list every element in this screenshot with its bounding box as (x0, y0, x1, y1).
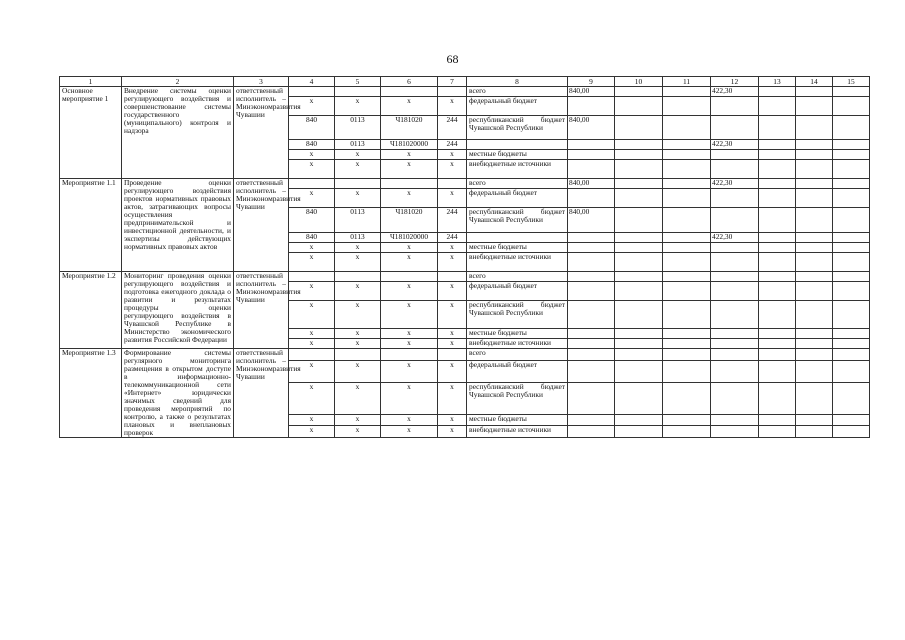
vr-code: 244 (438, 208, 467, 233)
csr-code: x (381, 189, 438, 208)
amount-cell (711, 208, 759, 233)
vr-code: x (438, 253, 467, 272)
amount-cell (796, 339, 833, 349)
amount-cell (615, 189, 663, 208)
funding-source: внебюджетные источники (467, 160, 568, 179)
grbs-code: x (289, 160, 335, 179)
amount-cell (615, 349, 663, 361)
grbs-code: x (289, 189, 335, 208)
grbs-code: x (289, 97, 335, 116)
amount-cell (615, 116, 663, 140)
funding-source: местные бюджеты (467, 150, 568, 160)
csr-code: Ч181020000 (381, 140, 438, 150)
amount-cell (711, 382, 759, 414)
rzpr-code: x (335, 301, 381, 329)
amount-cell (796, 382, 833, 414)
amount-cell (615, 272, 663, 282)
column-header: 11 (663, 77, 711, 87)
vr-code: x (438, 160, 467, 179)
rzpr-code: x (335, 150, 381, 160)
rzpr-code: 0113 (335, 233, 381, 243)
amount-cell (759, 87, 796, 97)
amount-cell (615, 301, 663, 329)
column-header: 15 (833, 77, 870, 87)
amount-cell (796, 243, 833, 253)
table-row (60, 349, 870, 361)
amount-cell (568, 282, 615, 301)
amount-cell (568, 349, 615, 361)
amount-cell (615, 87, 663, 97)
funding-source: республиканский бюджет Чувашской Республики (467, 208, 568, 233)
column-header: 4 (289, 77, 335, 87)
amount-cell (796, 282, 833, 301)
csr-code: Ч181020 (381, 116, 438, 140)
amount-cell (796, 150, 833, 160)
funding-source: федеральный бюджет (467, 189, 568, 208)
csr-code (381, 179, 438, 189)
amount-cell (833, 140, 870, 150)
vr-code (438, 87, 467, 97)
amount-cell (833, 339, 870, 349)
rzpr-code: x (335, 329, 381, 339)
column-header: 12 (711, 77, 759, 87)
amount-cell (833, 329, 870, 339)
amount-cell (759, 160, 796, 179)
csr-code: x (381, 339, 438, 349)
amount-cell (568, 414, 615, 426)
vr-code: x (438, 243, 467, 253)
amount-cell (615, 97, 663, 116)
amount-cell (568, 160, 615, 179)
amount-cell (711, 414, 759, 426)
event-executor: ответственный исполнитель – Минэкономразвития Чувашии (234, 87, 289, 179)
amount-cell (711, 301, 759, 329)
vr-code: x (438, 339, 467, 349)
amount-cell (796, 426, 833, 438)
funding-source: внебюджетные источники (467, 426, 568, 438)
amount-cell (711, 116, 759, 140)
csr-code: Ч181020 (381, 208, 438, 233)
column-header: 13 (759, 77, 796, 87)
amount-cell (615, 414, 663, 426)
amount-cell (833, 97, 870, 116)
amount-cell (796, 140, 833, 150)
header-row (60, 77, 870, 87)
budget-table (59, 76, 870, 438)
rzpr-code: x (335, 97, 381, 116)
event-description: Внедрение системы оценки регулирующего воздействия и совершенствование системы государственного (муниципального) контроля и надзора (122, 87, 234, 179)
amount-cell (615, 360, 663, 382)
amount-cell (663, 160, 711, 179)
vr-code: x (438, 360, 467, 382)
amount-cell (833, 208, 870, 233)
rzpr-code: x (335, 243, 381, 253)
amount-cell (568, 339, 615, 349)
csr-code: x (381, 253, 438, 272)
grbs-code: x (289, 150, 335, 160)
grbs-code: 840 (289, 208, 335, 233)
column-header: 14 (796, 77, 833, 87)
amount-value: 422,30 (711, 140, 759, 150)
funding-source: местные бюджеты (467, 414, 568, 426)
grbs-code: x (289, 282, 335, 301)
amount-cell (663, 233, 711, 243)
amount-cell (711, 253, 759, 272)
event-description: Мониторинг проведения оценки регулирующего воздействия и подготовка ежегодного доклада о развитии и результатах процедуры оценки регулирующего воздействия в Чувашской Республике в Министерство экономического развития Российской Федерации (122, 272, 234, 349)
rzpr-code: 0113 (335, 140, 381, 150)
grbs-code (289, 272, 335, 282)
amount-cell (568, 329, 615, 339)
amount-cell (615, 160, 663, 179)
amount-value: 840,00 (568, 87, 615, 97)
amount-cell (833, 426, 870, 438)
grbs-code: 840 (289, 140, 335, 150)
amount-cell (759, 243, 796, 253)
grbs-code: x (289, 253, 335, 272)
amount-cell (796, 208, 833, 233)
funding-source: республиканский бюджет Чувашской Республики (467, 301, 568, 329)
csr-code: x (381, 282, 438, 301)
amount-cell (796, 414, 833, 426)
csr-code: x (381, 382, 438, 414)
amount-cell (568, 150, 615, 160)
amount-value: 422,30 (711, 179, 759, 189)
amount-cell (796, 272, 833, 282)
amount-cell (833, 253, 870, 272)
amount-cell (833, 160, 870, 179)
amount-cell (833, 189, 870, 208)
amount-value: 840,00 (568, 179, 615, 189)
funding-source: всего (467, 349, 568, 361)
funding-source (467, 140, 568, 150)
amount-cell (663, 140, 711, 150)
amount-cell (663, 116, 711, 140)
vr-code: 244 (438, 233, 467, 243)
amount-cell (615, 208, 663, 233)
amount-cell (759, 360, 796, 382)
event-executor: ответственный исполнитель – Минэкономразвития Чувашии (234, 349, 289, 438)
column-header: 7 (438, 77, 467, 87)
column-header: 3 (234, 77, 289, 87)
amount-cell (568, 360, 615, 382)
amount-cell (615, 426, 663, 438)
amount-cell (615, 282, 663, 301)
vr-code (438, 349, 467, 361)
amount-cell (759, 272, 796, 282)
amount-cell (663, 97, 711, 116)
amount-cell (833, 150, 870, 160)
vr-code: x (438, 414, 467, 426)
funding-source: местные бюджеты (467, 243, 568, 253)
amount-cell (796, 87, 833, 97)
amount-cell (796, 253, 833, 272)
event-executor: ответственный исполнитель – Минэкономразвития Чувашии (234, 179, 289, 272)
grbs-code (289, 349, 335, 361)
amount-cell (796, 160, 833, 179)
grbs-code: x (289, 426, 335, 438)
amount-value: 422,30 (711, 233, 759, 243)
amount-cell (663, 150, 711, 160)
vr-code: x (438, 189, 467, 208)
amount-cell (759, 426, 796, 438)
rzpr-code (335, 179, 381, 189)
column-header: 9 (568, 77, 615, 87)
amount-cell (615, 253, 663, 272)
amount-cell (759, 414, 796, 426)
amount-cell (615, 233, 663, 243)
amount-cell (711, 272, 759, 282)
amount-cell (833, 382, 870, 414)
amount-cell (833, 360, 870, 382)
csr-code (381, 349, 438, 361)
amount-cell (711, 150, 759, 160)
funding-source: местные бюджеты (467, 329, 568, 339)
amount-cell (833, 301, 870, 329)
amount-value: 422,30 (711, 87, 759, 97)
csr-code: x (381, 97, 438, 116)
vr-code: x (438, 282, 467, 301)
amount-cell (759, 179, 796, 189)
event-description: Проведение оценки регулирующего воздействия проектов нормативных правовых актов, затрагивающих вопросы осуществления предпринимательской и инвестиционной деятельности, и экспертизы действующих нормативных правовых актов (122, 179, 234, 272)
csr-code: x (381, 360, 438, 382)
vr-code: x (438, 382, 467, 414)
vr-code (438, 179, 467, 189)
vr-code: 244 (438, 140, 467, 150)
amount-cell (796, 329, 833, 339)
grbs-code: x (289, 360, 335, 382)
amount-cell (615, 382, 663, 414)
grbs-code: x (289, 301, 335, 329)
funding-source: всего (467, 179, 568, 189)
table-row (60, 179, 870, 189)
csr-code (381, 272, 438, 282)
amount-cell (568, 426, 615, 438)
amount-cell (663, 339, 711, 349)
funding-source: внебюджетные источники (467, 253, 568, 272)
rzpr-code: x (335, 339, 381, 349)
grbs-code: x (289, 339, 335, 349)
amount-cell (759, 349, 796, 361)
amount-cell (833, 272, 870, 282)
amount-cell (663, 426, 711, 438)
amount-cell (663, 329, 711, 339)
funding-source: всего (467, 87, 568, 97)
amount-cell (663, 253, 711, 272)
amount-cell (663, 179, 711, 189)
column-header: 2 (122, 77, 234, 87)
column-header: 6 (381, 77, 438, 87)
amount-cell (568, 243, 615, 253)
amount-cell (796, 116, 833, 140)
grbs-code: x (289, 382, 335, 414)
amount-cell (663, 414, 711, 426)
amount-cell (796, 301, 833, 329)
amount-cell (796, 360, 833, 382)
amount-value: 840,00 (568, 116, 615, 140)
event-name: Основное мероприятие 1 (60, 87, 122, 179)
amount-cell (568, 189, 615, 208)
amount-cell (663, 243, 711, 253)
grbs-code (289, 179, 335, 189)
csr-code (381, 87, 438, 97)
rzpr-code: x (335, 282, 381, 301)
amount-cell (615, 329, 663, 339)
amount-cell (568, 301, 615, 329)
amount-cell (833, 179, 870, 189)
amount-cell (833, 233, 870, 243)
funding-source: республиканский бюджет Чувашской Республики (467, 382, 568, 414)
grbs-code: x (289, 243, 335, 253)
amount-value: 840,00 (568, 208, 615, 233)
page-number: 68 (446, 52, 459, 66)
amount-cell (796, 97, 833, 116)
vr-code: x (438, 329, 467, 339)
event-name: Мероприятие 1.2 (60, 272, 122, 349)
amount-cell (663, 301, 711, 329)
amount-cell (711, 97, 759, 116)
amount-cell (759, 253, 796, 272)
funding-source: федеральный бюджет (467, 97, 568, 116)
funding-source: республиканский бюджет Чувашской Республики (467, 116, 568, 140)
amount-cell (759, 116, 796, 140)
amount-cell (796, 189, 833, 208)
amount-cell (759, 329, 796, 339)
amount-cell (663, 349, 711, 361)
amount-cell (796, 233, 833, 243)
amount-cell (833, 243, 870, 253)
amount-cell (711, 329, 759, 339)
rzpr-code: x (335, 160, 381, 179)
amount-cell (759, 282, 796, 301)
amount-cell (759, 339, 796, 349)
amount-cell (711, 243, 759, 253)
amount-cell (711, 160, 759, 179)
amount-cell (833, 116, 870, 140)
rzpr-code: x (335, 360, 381, 382)
event-executor: ответственный исполнитель – Минэкономразвития Чувашии (234, 272, 289, 349)
rzpr-code: x (335, 426, 381, 438)
amount-cell (759, 382, 796, 414)
csr-code: x (381, 150, 438, 160)
grbs-code: x (289, 414, 335, 426)
amount-cell (759, 301, 796, 329)
amount-cell (663, 208, 711, 233)
vr-code: x (438, 301, 467, 329)
event-description: Формирование системы регулярного мониторинга размещения в открытом доступе в информационно-телекоммуникационной сети «Интернет» юридически значимых сведений для проведения мероприятий по контролю, а также о результатах плановых и внеплановых проверок (122, 349, 234, 438)
amount-cell (711, 339, 759, 349)
amount-cell (663, 87, 711, 97)
amount-cell (711, 282, 759, 301)
rzpr-code (335, 349, 381, 361)
table-row (60, 272, 870, 282)
amount-cell (759, 97, 796, 116)
amount-cell (615, 140, 663, 150)
rzpr-code: 0113 (335, 208, 381, 233)
amount-cell (663, 360, 711, 382)
amount-cell (711, 349, 759, 361)
event-name: Мероприятие 1.3 (60, 349, 122, 438)
amount-cell (711, 426, 759, 438)
grbs-code: 840 (289, 233, 335, 243)
amount-cell (796, 179, 833, 189)
amount-cell (568, 253, 615, 272)
column-header: 1 (60, 77, 122, 87)
csr-code: x (381, 329, 438, 339)
amount-cell (615, 243, 663, 253)
amount-cell (759, 189, 796, 208)
column-header: 8 (467, 77, 568, 87)
amount-cell (615, 150, 663, 160)
amount-cell (568, 382, 615, 414)
csr-code: x (381, 243, 438, 253)
amount-cell (759, 140, 796, 150)
grbs-code: 840 (289, 116, 335, 140)
csr-code: x (381, 414, 438, 426)
event-name: Мероприятие 1.1 (60, 179, 122, 272)
vr-code (438, 272, 467, 282)
grbs-code: x (289, 329, 335, 339)
amount-cell (833, 349, 870, 361)
amount-cell (833, 87, 870, 97)
amount-cell (663, 189, 711, 208)
amount-cell (759, 233, 796, 243)
table-row (60, 87, 870, 97)
amount-cell (615, 339, 663, 349)
column-header: 10 (615, 77, 663, 87)
rzpr-code (335, 87, 381, 97)
column-header: 5 (335, 77, 381, 87)
funding-source: федеральный бюджет (467, 282, 568, 301)
grbs-code (289, 87, 335, 97)
amount-cell (833, 282, 870, 301)
amount-cell (615, 179, 663, 189)
rzpr-code: x (335, 189, 381, 208)
rzpr-code: x (335, 382, 381, 414)
amount-cell (711, 189, 759, 208)
amount-cell (711, 360, 759, 382)
rzpr-code (335, 272, 381, 282)
vr-code: x (438, 426, 467, 438)
amount-cell (833, 414, 870, 426)
amount-cell (663, 272, 711, 282)
funding-source (467, 233, 568, 243)
funding-source: федеральный бюджет (467, 360, 568, 382)
funding-source: внебюджетные источники (467, 339, 568, 349)
funding-source: всего (467, 272, 568, 282)
amount-cell (663, 282, 711, 301)
csr-code: x (381, 426, 438, 438)
csr-code: x (381, 160, 438, 179)
csr-code: Ч181020000 (381, 233, 438, 243)
rzpr-code: x (335, 253, 381, 272)
amount-cell (568, 272, 615, 282)
vr-code: x (438, 97, 467, 116)
rzpr-code: 0113 (335, 116, 381, 140)
amount-cell (568, 233, 615, 243)
amount-cell (759, 208, 796, 233)
amount-cell (568, 97, 615, 116)
amount-cell (663, 382, 711, 414)
csr-code: x (381, 301, 438, 329)
vr-code: x (438, 150, 467, 160)
amount-cell (568, 140, 615, 150)
amount-cell (759, 150, 796, 160)
vr-code: 244 (438, 116, 467, 140)
amount-cell (796, 349, 833, 361)
rzpr-code: x (335, 414, 381, 426)
